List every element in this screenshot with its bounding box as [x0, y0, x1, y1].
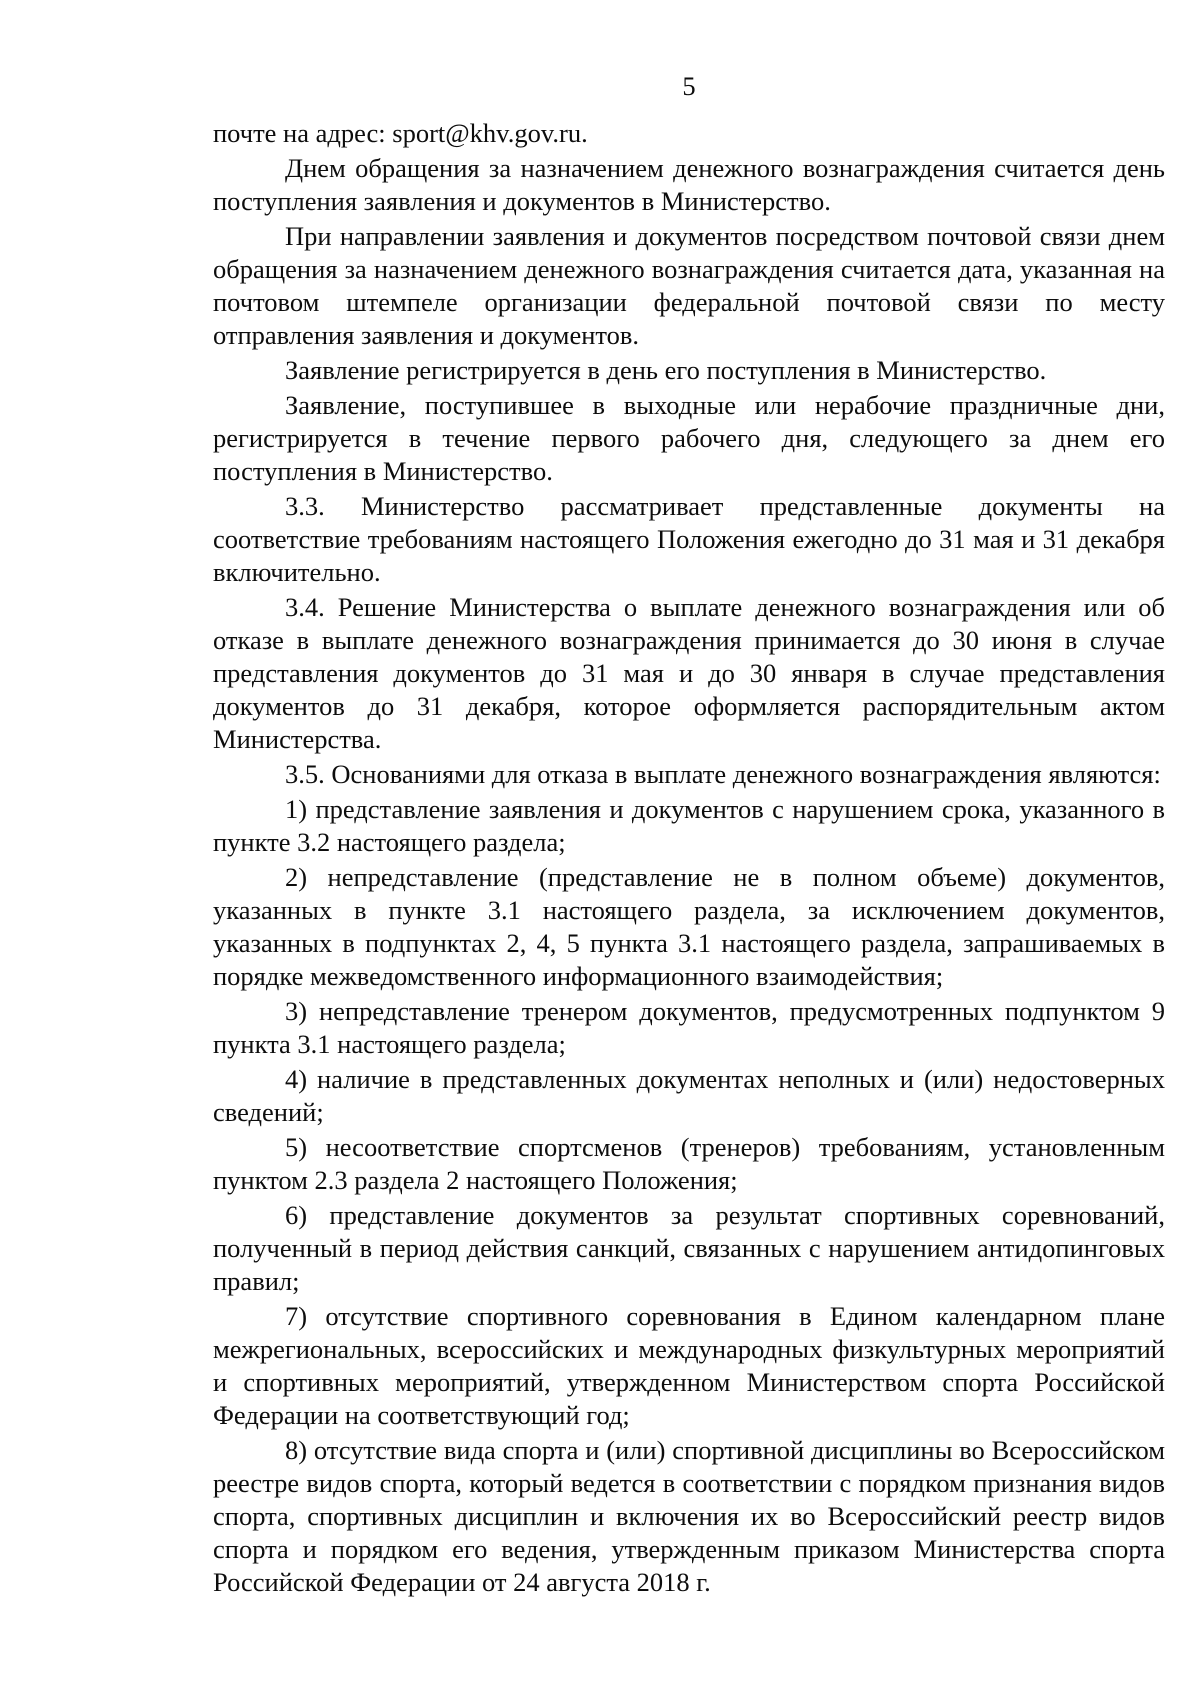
list-item-7: 7) отсутствие спортивного соревнования в Едином календарном плане межрегиональных, всероссийских и международных физкультурных мероприятий и спортивных мероприятий, утвержденном Министерством спорта Российской Федерации на соответствующий год; — [213, 1301, 1165, 1430]
paragraph-registration-day: Заявление регистрируется в день его поступления в Министерство. — [285, 355, 1047, 385]
list-item-4: 4) наличие в представленных документах неполных и (или) недостоверных сведений; — [213, 1064, 1165, 1127]
page-number: 5 — [682, 71, 696, 101]
paragraph-clause-3-4: 3.4. Решение Министерства о выплате денежного вознаграждения или об отказе в выплате денежного вознаграждения принимается до 30 июня в случае представления документов до 31 мая и до 30 января в случае представления документов до 31 декабря, которое оформляется распорядительным актом Министерства. — [213, 592, 1165, 754]
paragraph-email-address: почте на адрес: sport@khv.gov.ru. — [213, 118, 588, 148]
list-item-1: 1) представление заявления и документов с нарушением срока, указанного в пункте 3.2 настоящего раздела; — [213, 794, 1165, 857]
list-item-5: 5) несоответствие спортсменов (тренеров) требованиям, установленным пунктом 2.3 раздела 2 настоящего Положения; — [213, 1132, 1165, 1195]
list-item-8: 8) отсутствие вида спорта и (или) спортивной дисциплины во Всероссийском реестре видов спорта, который ведется в соответствии с порядком признания видов спорта, спортивных дисциплин и включения их во Всероссийский реестр видов спорта и порядком его ведения, утвержденным приказом Министерства спорта Российской Федерации от 24 августа 2018 г. — [213, 1435, 1165, 1597]
document-body — [213, 70, 1165, 1601]
list-item-6: 6) представление документов за результат спортивных соревнований, полученный в период действия санкций, связанных с нарушением антидопинговых правил; — [213, 1200, 1165, 1296]
paragraph-weekend-registration: Заявление, поступившее в выходные или нерабочие праздничные дни, регистрируется в течение первого рабочего дня, следующего за днем его поступления в Министерство. — [213, 390, 1165, 486]
paragraph-application-day: Днем обращения за назначением денежного вознаграждения считается день поступления заявления и документов в Министерство. — [213, 153, 1165, 216]
list-item-2: 2) непредставление (представление не в полном объеме) документов, указанных в пункте 3.1 настоящего раздела, за исключением документов, указанных в подпунктах 2, 4, 5 пункта 3.1 настоящего раздела, запрашиваемых в порядке межведомственного информационного взаимодействия; — [213, 862, 1165, 991]
paragraph-clause-3-3: 3.3. Министерство рассматривает представленные документы на соответствие требованиям настоящего Положения ежегодно до 31 мая и 31 декабря включительно. — [213, 491, 1165, 587]
list-item-3: 3) непредставление тренером документов, предусмотренных подпунктом 9 пункта 3.1 настоящего раздела; — [213, 996, 1165, 1059]
paragraph-clause-3-5: 3.5. Основаниями для отказа в выплате денежного вознаграждения являются: — [285, 759, 1161, 789]
paragraph-postal-submission: При направлении заявления и документов посредством почтовой связи днем обращения за назначением денежного вознаграждения считается дата, указанная на почтовом штемпеле организации федеральной почтовой связи по месту отправления заявления и документов. — [213, 221, 1165, 350]
